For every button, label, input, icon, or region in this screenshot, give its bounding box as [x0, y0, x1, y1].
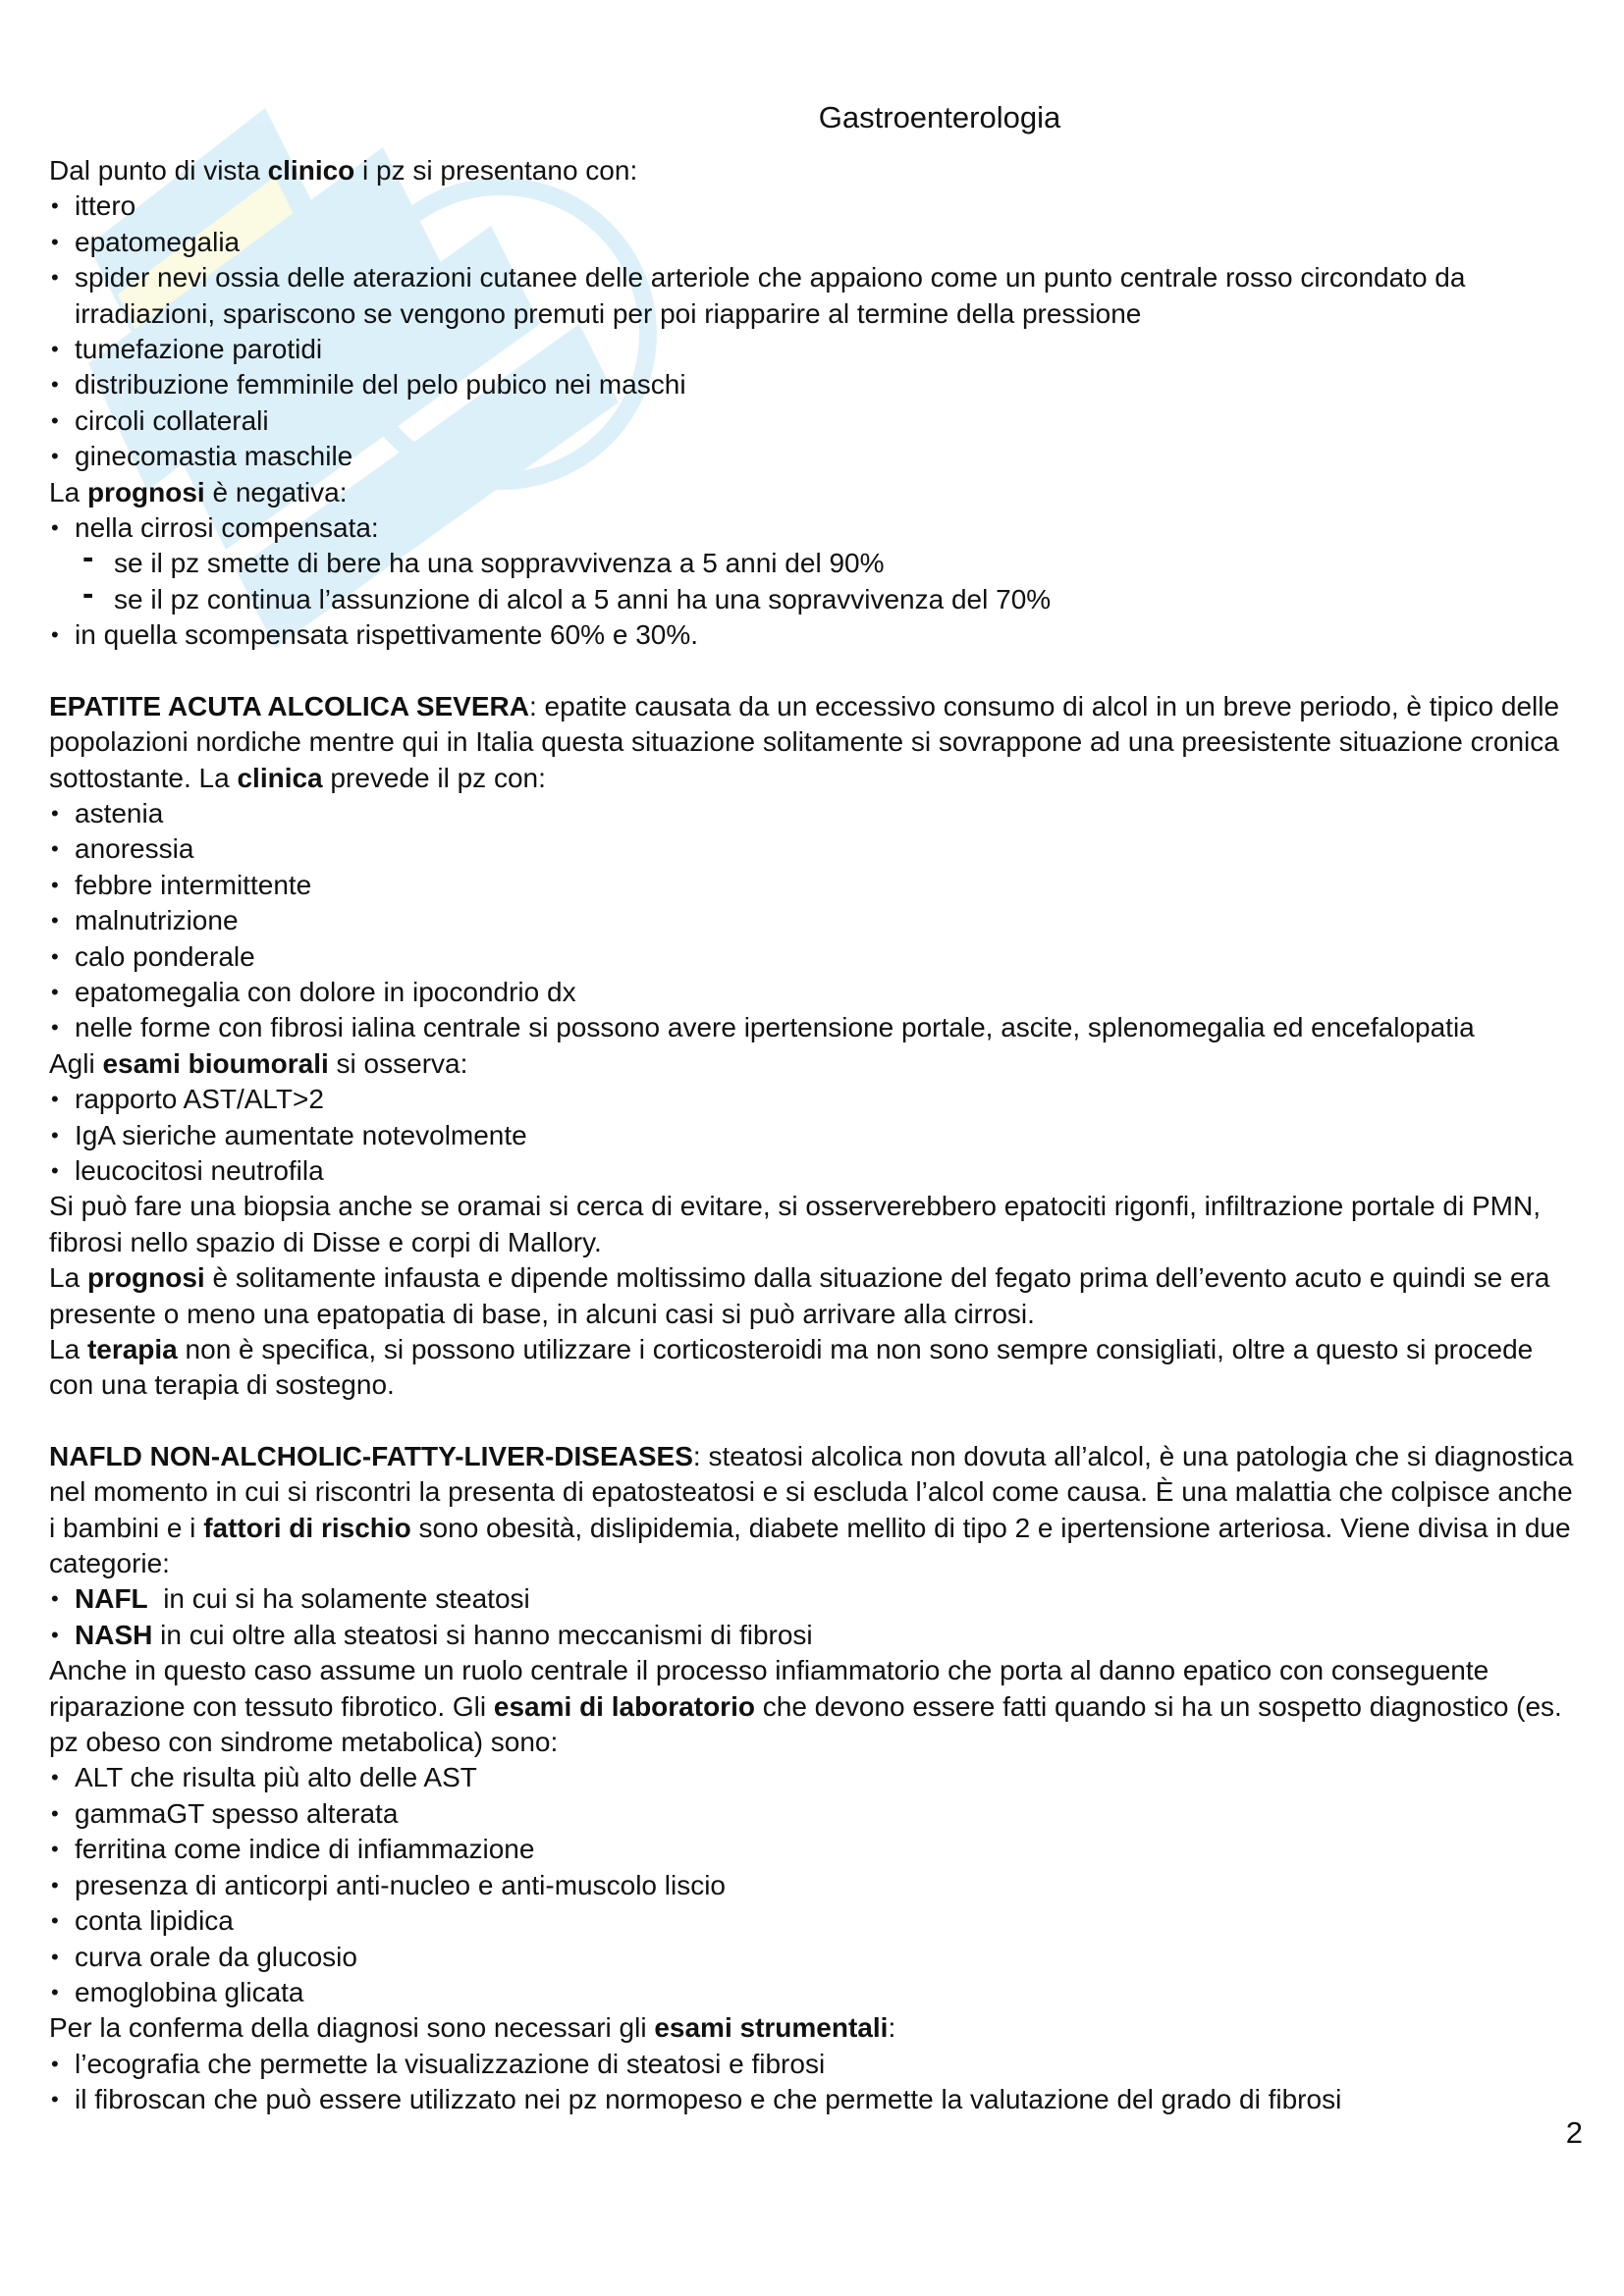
- sub-list-item: - se il pz continua l’assunzione di alcol a 5 anni ha una sopravvivenza del 70%: [49, 582, 1581, 617]
- list-item: • epatomegalia con dolore in ipocondrio dx: [49, 975, 1581, 1010]
- list-item: • distribuzione femminile del pelo pubico nei maschi: [49, 367, 1581, 402]
- list-item: • gammaGT spesso alterata: [49, 1796, 1581, 1832]
- list-item: • curva orale da glucosio: [49, 1940, 1581, 1975]
- cirrosi-intro: Dal punto di vista clinico i pz si presentano con:: [49, 155, 638, 186]
- epatite-intro: EPATITE ACUTA ALCOLICA SEVERA: epatite causata da un eccessivo consumo di alcol in un breve periodo, è tipico delle popolazioni nordiche mentre qui in Italia questa situazione solitamente si sovrappone ad una preesistente situazione cronica sottostante. La clinica prevede il pz con:: [49, 690, 1560, 793]
- list-item: • calo ponderale: [49, 939, 1581, 975]
- labs-intro: Anche in questo caso assume un ruolo centrale il processo infiammatorio che porta al danno epatico con conseguente riparazione con tessuto fibrotico. Gli esami di laboratorio che devono essere fatti quando si ha un sospetto diagnostico (es. pz obeso con sindrome metabolica) sono:: [49, 1655, 1562, 1758]
- list-item: • spider nevi ossia delle aterazioni cutanee delle arteriole che appaiono come un punto centrale rosso circondato da irradiazioni, spariscono se vengono premuti per poi riapparire al termine della pressione: [49, 260, 1581, 332]
- section-heading: EPATITE ACUTA ALCOLICA SEVERA: [49, 690, 529, 721]
- list-item: • astenia: [49, 796, 1581, 831]
- list-item: • ALT che risulta più alto delle AST: [49, 1760, 1581, 1795]
- list-item: • il fibroscan che può essere utilizzato nei pz normopeso e che permette la valutazione del grado di fibrosi: [49, 2082, 1581, 2117]
- list-item: • anoressia: [49, 831, 1581, 867]
- list-item: • nelle forme con fibrosi ialina centrale si possono avere ipertensione portale, ascite, splenomegalia ed encefalopatia: [49, 1010, 1581, 1045]
- list-item: • circoli collaterali: [49, 403, 1581, 439]
- prognosis-paragraph: La prognosi è solitamente infausta e dipende moltissimo dalla situazione del fegato prima dell’evento acuto e quindi se era presente o meno una epatopatia di base, in alcuni casi si può arrivare alla cirrosi.: [49, 1262, 1550, 1329]
- list-item: • IgA sieriche aumentate notevolmente: [49, 1118, 1581, 1153]
- instr-intro: Per la conferma della diagnosi sono necessari gli esami strumentali:: [49, 2012, 896, 2044]
- page-title: Gastroenterologia: [818, 100, 1061, 134]
- sub-list-item: - se il pz smette di bere ha una soppravvivenza a 5 anni del 90%: [49, 546, 1581, 581]
- prognosis-intro: La prognosi è negativa:: [49, 476, 348, 507]
- document-body: [49, 153, 1581, 2118]
- list-item: • NAFL in cui si ha solamente steatosi: [49, 1581, 1581, 1617]
- list-item: • epatomegalia: [49, 225, 1581, 260]
- list-item: • ittero: [49, 188, 1581, 224]
- list-item: • in quella scompensata rispettivamente 60% e 30%.: [49, 617, 1581, 653]
- list-item: • emoglobina glicata: [49, 1975, 1581, 2010]
- therapy-paragraph: La terapia non è specifica, si possono utilizzare i corticosteroidi ma non sono sempre consigliati, oltre a questo si procede con una terapia di sostegno.: [49, 1334, 1534, 1401]
- list-item: • l’ecografia che permette la visualizzazione di steatosi e fibrosi: [49, 2047, 1581, 2082]
- list-item: • ferritina come indice di infiammazione: [49, 1832, 1581, 1867]
- section-heading: NAFLD NON-ALCHOLIC-FATTY-LIVER-DISEASES: [49, 1440, 693, 1471]
- nafld-intro: NAFLD NON-ALCHOLIC-FATTY-LIVER-DISEASES: steatosi alcolica non dovuta all’alcol, è una patologia che si diagnostica nel momento in cui si riscontri la presenta di epatosteatosi e si escluda l’alcol come causa. È una malattia che colpisce anche i bambini e i fattori di rischio sono obesità, dislipidemia, diabete mellito di tipo 2 e ipertensione arteriosa. Viene divisa in due categorie:: [49, 1440, 1574, 1579]
- list-item: • tumefazione parotidi: [49, 332, 1581, 367]
- list-item: • NASH in cui oltre alla steatosi si hanno meccanismi di fibrosi: [49, 1618, 1581, 1653]
- list-item: • leucocitosi neutrofila: [49, 1153, 1581, 1189]
- list-item: • febbre intermittente: [49, 868, 1581, 903]
- list-item: • malnutrizione: [49, 903, 1581, 938]
- list-item: • nella cirrosi compensata:: [49, 510, 1581, 546]
- page-number: 2: [1565, 2115, 1583, 2150]
- biopsy-paragraph: Si può fare una biopsia anche se oramai si cerca di evitare, si osserverebbero epatociti rigonfi, infiltrazione portale di PMN, fibrosi nello spazio di Disse e corpi di Mallory.: [49, 1191, 1541, 1257]
- list-item: • presenza di anticorpi anti-nucleo e anti-muscolo liscio: [49, 1868, 1581, 1903]
- list-item: • rapporto AST/ALT>2: [49, 1082, 1581, 1117]
- list-item: • ginecomastia maschile: [49, 439, 1581, 474]
- exams-intro: Agli esami bioumorali si osserva:: [49, 1047, 468, 1079]
- list-item: • conta lipidica: [49, 1903, 1581, 1939]
